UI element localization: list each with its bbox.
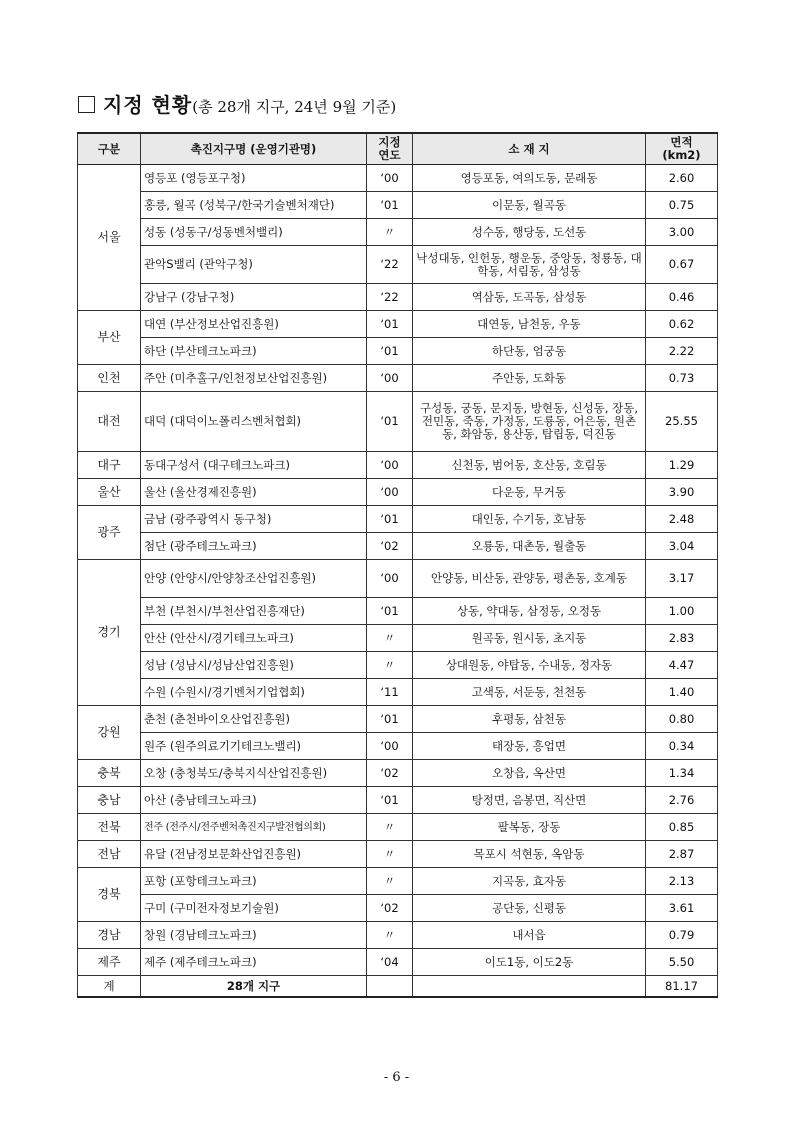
region-cell: 전북 <box>78 814 141 841</box>
page-number: - 6 - <box>383 1070 410 1085</box>
district-name-cell: 구미 (구미전자정보기술원) <box>141 895 367 922</box>
location-cell: 탕정면, 음봉면, 직산면 <box>413 787 646 814</box>
area-cell: 3.90 <box>646 479 718 506</box>
location-cell: 대인동, 수기동, 호남동 <box>413 506 646 533</box>
location-cell: 하단동, 엄궁동 <box>413 338 646 365</box>
location-cell: 고색동, 서둔동, 천천동 <box>413 679 646 706</box>
district-name-cell: 춘천 (춘천바이오산업진흥원) <box>141 706 367 733</box>
location-cell: 오룡동, 대촌동, 월출동 <box>413 533 646 560</box>
location-cell: 오창읍, 옥산면 <box>413 760 646 787</box>
area-cell: 1.29 <box>646 452 718 479</box>
area-cell: 2.87 <box>646 841 718 868</box>
table-row <box>78 192 718 219</box>
total-area-cell: 81.17 <box>646 976 718 998</box>
header-region: 구분 <box>78 133 141 165</box>
year-cell: 〃 <box>367 841 413 868</box>
year-cell: ‘01 <box>367 311 413 338</box>
year-cell: ‘01 <box>367 392 413 452</box>
district-name-cell: 포항 (포항테크노파크) <box>141 868 367 895</box>
district-name-cell: 오창 (충청북도/충북지식산업진흥원) <box>141 760 367 787</box>
table-row <box>78 533 718 560</box>
area-cell: 1.40 <box>646 679 718 706</box>
location-cell: 영등포동, 여의도동, 문래동 <box>413 165 646 192</box>
district-name-cell: 성동 (성동구/성동벤처밸리) <box>141 219 367 246</box>
year-cell: 〃 <box>367 868 413 895</box>
table-row <box>78 679 718 706</box>
table-row <box>78 452 718 479</box>
total-location-cell <box>413 976 646 998</box>
district-name-cell: 관악S밸리 (관악구청) <box>141 246 367 284</box>
region-cell: 제주 <box>78 949 141 976</box>
district-name-cell: 전주 (전주시/전주벤처촉진지구발전협의회) <box>141 814 367 841</box>
header-location: 소 재 지 <box>413 133 646 165</box>
square-outline-icon <box>78 96 95 113</box>
location-cell: 지곡동, 효자동 <box>413 868 646 895</box>
area-cell: 3.04 <box>646 533 718 560</box>
location-cell: 상대원동, 야탑동, 수내동, 정자동 <box>413 652 646 679</box>
district-name-cell: 성남 (성남시/성남산업진흥원) <box>141 652 367 679</box>
district-name-cell: 동대구성서 (대구테크노파크) <box>141 452 367 479</box>
area-cell: 0.62 <box>646 311 718 338</box>
location-cell: 성수동, 행당동, 도선동 <box>413 219 646 246</box>
region-cell: 부산 <box>78 311 141 365</box>
location-cell: 공단동, 신평동 <box>413 895 646 922</box>
year-cell: ‘01 <box>367 506 413 533</box>
table-row <box>78 922 718 949</box>
table-row <box>78 625 718 652</box>
location-cell: 역삼동, 도곡동, 삼성동 <box>413 284 646 311</box>
year-cell: 〃 <box>367 219 413 246</box>
section-heading <box>78 92 396 120</box>
location-cell: 후평동, 삼천동 <box>413 706 646 733</box>
year-cell: ‘01 <box>367 787 413 814</box>
table-row <box>78 706 718 733</box>
table-row <box>78 246 718 284</box>
total-year-cell <box>367 976 413 998</box>
table-row <box>78 895 718 922</box>
year-cell: 〃 <box>367 922 413 949</box>
area-cell: 0.85 <box>646 814 718 841</box>
district-name-cell: 하단 (부산테크노파크) <box>141 338 367 365</box>
header-area: 면적 (km2) <box>646 133 718 165</box>
area-cell: 3.61 <box>646 895 718 922</box>
table-row <box>78 652 718 679</box>
location-cell: 다운동, 무거동 <box>413 479 646 506</box>
designation-status-table <box>77 132 718 998</box>
area-cell: 3.00 <box>646 219 718 246</box>
year-cell: ‘02 <box>367 895 413 922</box>
region-cell: 대전 <box>78 392 141 452</box>
region-cell: 경북 <box>78 868 141 922</box>
location-cell: 신천동, 범어동, 호산동, 호림동 <box>413 452 646 479</box>
header-district-name: 촉진지구명 (운영기관명) <box>141 133 367 165</box>
area-cell: 2.60 <box>646 165 718 192</box>
table-row <box>78 506 718 533</box>
total-label-cell: 계 <box>78 976 141 998</box>
table-row <box>78 868 718 895</box>
table-row <box>78 841 718 868</box>
location-cell: 주안동, 도화동 <box>413 365 646 392</box>
year-cell: ‘00 <box>367 479 413 506</box>
area-cell: 4.47 <box>646 652 718 679</box>
district-name-cell: 수원 (수원시/경기벤처기업협회) <box>141 679 367 706</box>
table-row <box>78 560 718 598</box>
year-cell: ‘22 <box>367 284 413 311</box>
year-cell: ‘01 <box>367 706 413 733</box>
table-header-row <box>78 133 718 165</box>
region-cell: 대구 <box>78 452 141 479</box>
district-name-cell: 영등포 (영등포구청) <box>141 165 367 192</box>
year-cell: ‘02 <box>367 533 413 560</box>
location-cell: 상동, 약대동, 삼정동, 오정동 <box>413 598 646 625</box>
area-cell: 2.48 <box>646 506 718 533</box>
location-cell: 안양동, 비산동, 관양동, 평촌동, 호계동 <box>413 560 646 598</box>
table-body <box>78 165 718 998</box>
area-cell: 1.00 <box>646 598 718 625</box>
district-name-cell: 금남 (광주광역시 동구청) <box>141 506 367 533</box>
total-row <box>78 976 718 998</box>
area-cell: 0.80 <box>646 706 718 733</box>
table-row <box>78 479 718 506</box>
district-name-cell: 홍릉, 월곡 (성북구/한국기술벤처재단) <box>141 192 367 219</box>
district-name-cell: 제주 (제주테크노파크) <box>141 949 367 976</box>
header-year: 지정 연도 <box>367 133 413 165</box>
area-cell: 5.50 <box>646 949 718 976</box>
district-name-cell: 부천 (부천시/부천산업진흥재단) <box>141 598 367 625</box>
location-cell: 대연동, 남천동, 우동 <box>413 311 646 338</box>
table-row <box>78 598 718 625</box>
location-cell: 이도1동, 이도2동 <box>413 949 646 976</box>
location-cell: 목포시 석현동, 옥암동 <box>413 841 646 868</box>
area-cell: 2.83 <box>646 625 718 652</box>
area-cell: 0.34 <box>646 733 718 760</box>
area-cell: 3.17 <box>646 560 718 598</box>
table-row <box>78 165 718 192</box>
year-cell: 〃 <box>367 814 413 841</box>
table-row <box>78 338 718 365</box>
year-cell: ‘11 <box>367 679 413 706</box>
year-cell: ‘01 <box>367 338 413 365</box>
year-cell: ‘00 <box>367 560 413 598</box>
area-cell: 0.67 <box>646 246 718 284</box>
region-cell: 광주 <box>78 506 141 560</box>
location-cell: 낙성대동, 인헌동, 행운동, 중앙동, 청룡동, 대학동, 서림동, 삼성동 <box>413 246 646 284</box>
table-row <box>78 365 718 392</box>
year-cell: ‘01 <box>367 192 413 219</box>
section-title: 지정 현황 <box>103 93 193 117</box>
year-cell: ‘00 <box>367 165 413 192</box>
year-cell: ‘01 <box>367 598 413 625</box>
region-cell: 충북 <box>78 760 141 787</box>
region-cell: 전남 <box>78 841 141 868</box>
district-name-cell: 강남구 (강남구청) <box>141 284 367 311</box>
region-cell: 경남 <box>78 922 141 949</box>
district-name-cell: 첨단 (광주테크노파크) <box>141 533 367 560</box>
district-name-cell: 주안 (미추홀구/인천정보산업진흥원) <box>141 365 367 392</box>
table-row <box>78 787 718 814</box>
region-cell: 강원 <box>78 706 141 760</box>
district-name-cell: 대덕 (대덕이노폴리스벤처협회) <box>141 392 367 452</box>
table-row <box>78 311 718 338</box>
district-name-cell: 아산 (충남테크노파크) <box>141 787 367 814</box>
region-cell: 울산 <box>78 479 141 506</box>
table-row <box>78 949 718 976</box>
area-cell: 25.55 <box>646 392 718 452</box>
year-cell: ‘04 <box>367 949 413 976</box>
location-cell: 이문동, 월곡동 <box>413 192 646 219</box>
location-cell: 태장동, 흥업면 <box>413 733 646 760</box>
district-name-cell: 안양 (안양시/안양창조산업진흥원) <box>141 560 367 598</box>
location-cell: 내서읍 <box>413 922 646 949</box>
section-subtitle: (총 28개 지구, 24년 9월 기준) <box>192 98 397 116</box>
area-cell: 2.13 <box>646 868 718 895</box>
district-name-cell: 울산 (울산경제진흥원) <box>141 479 367 506</box>
table-row <box>78 392 718 452</box>
year-cell: 〃 <box>367 652 413 679</box>
area-cell: 0.75 <box>646 192 718 219</box>
location-cell: 팔복동, 장동 <box>413 814 646 841</box>
year-cell: ‘22 <box>367 246 413 284</box>
year-cell: ‘02 <box>367 760 413 787</box>
year-cell: 〃 <box>367 625 413 652</box>
region-cell: 인천 <box>78 365 141 392</box>
location-cell: 구성동, 궁동, 문지동, 방현동, 신성동, 장동, 전민동, 죽동, 가정동, 도룡동, 어은동, 원촌동, 화암동, 용산동, 탑립동, 덕진동 <box>413 392 646 452</box>
area-cell: 0.73 <box>646 365 718 392</box>
table-row <box>78 760 718 787</box>
district-name-cell: 대연 (부산정보산업진흥원) <box>141 311 367 338</box>
region-cell: 충남 <box>78 787 141 814</box>
area-cell: 2.76 <box>646 787 718 814</box>
area-cell: 1.34 <box>646 760 718 787</box>
region-cell: 서울 <box>78 165 141 311</box>
area-cell: 0.79 <box>646 922 718 949</box>
area-cell: 2.22 <box>646 338 718 365</box>
district-name-cell: 유달 (전남정보문화산업진흥원) <box>141 841 367 868</box>
table-row <box>78 733 718 760</box>
district-name-cell: 창원 (경남테크노파크) <box>141 922 367 949</box>
year-cell: ‘00 <box>367 365 413 392</box>
year-cell: ‘00 <box>367 452 413 479</box>
location-cell: 원곡동, 원시동, 초지동 <box>413 625 646 652</box>
table-row <box>78 219 718 246</box>
region-cell: 경기 <box>78 560 141 706</box>
area-cell: 0.46 <box>646 284 718 311</box>
table-row <box>78 814 718 841</box>
year-cell: ‘00 <box>367 733 413 760</box>
total-name-cell: 28개 지구 <box>141 976 367 998</box>
district-name-cell: 원주 (원주의료기기테크노밸리) <box>141 733 367 760</box>
district-name-cell: 안산 (안산시/경기테크노파크) <box>141 625 367 652</box>
table-row <box>78 284 718 311</box>
